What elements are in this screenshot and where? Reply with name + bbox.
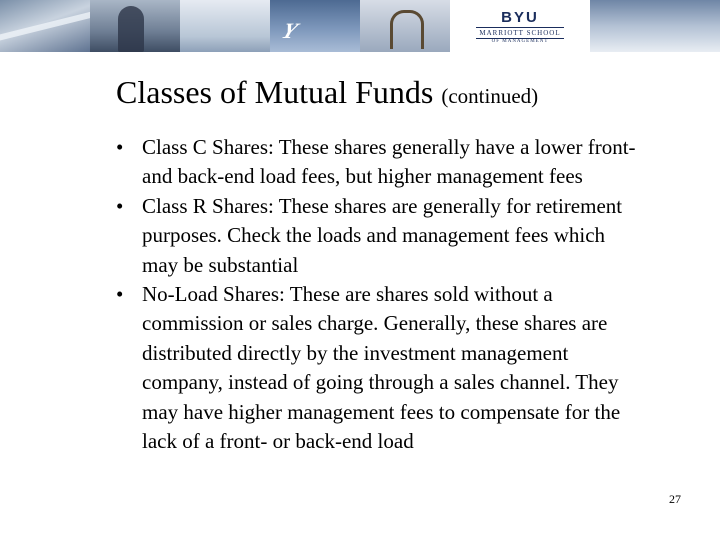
header-banner <box>0 0 720 52</box>
bullet-list <box>116 133 646 456</box>
bullet-item <box>116 280 646 456</box>
banner-photo-statue <box>90 0 180 52</box>
slide-title-sub: (continued) <box>441 84 539 108</box>
banner-photo-campus <box>590 0 720 52</box>
banner-photo-building <box>0 0 90 52</box>
banner-photo-y-mountain: Y <box>270 0 360 52</box>
bullet-text: Class R Shares: These shares are generally for retirement purposes. Check the loads and management fees which may be substantial <box>142 193 623 277</box>
bullet-glyph: • <box>116 135 124 159</box>
logo-text-management: OF MANAGEMENT <box>491 38 549 44</box>
banner-photo-bell <box>360 0 450 52</box>
bullet-glyph: • <box>116 282 124 307</box>
byu-logo <box>450 0 590 52</box>
bullet-text: Class C Shares: These shares generally have a lower front- and back-end load fees, but higher management fees <box>142 135 636 189</box>
bullet-item <box>116 133 646 192</box>
banner-photo-sky <box>180 0 270 52</box>
page-number: 27 <box>669 492 681 506</box>
logo-text-school: MARRIOTT SCHOOL <box>476 27 563 39</box>
bullet-glyph: • <box>116 193 124 218</box>
slide-title <box>116 74 538 111</box>
bullet-item <box>116 192 646 280</box>
logo-text-byu: BYU <box>501 8 539 26</box>
bullet-text: No-Load Shares: These are shares sold without a commission or sales charge. Generally, these shares are distributed directly by the investment management company, instead of going through a sales channel. They may have higher management fees to compensate for the lack of a front- or back-end load <box>142 282 621 454</box>
slide-title-main: Classes of Mutual Funds <box>116 74 434 110</box>
